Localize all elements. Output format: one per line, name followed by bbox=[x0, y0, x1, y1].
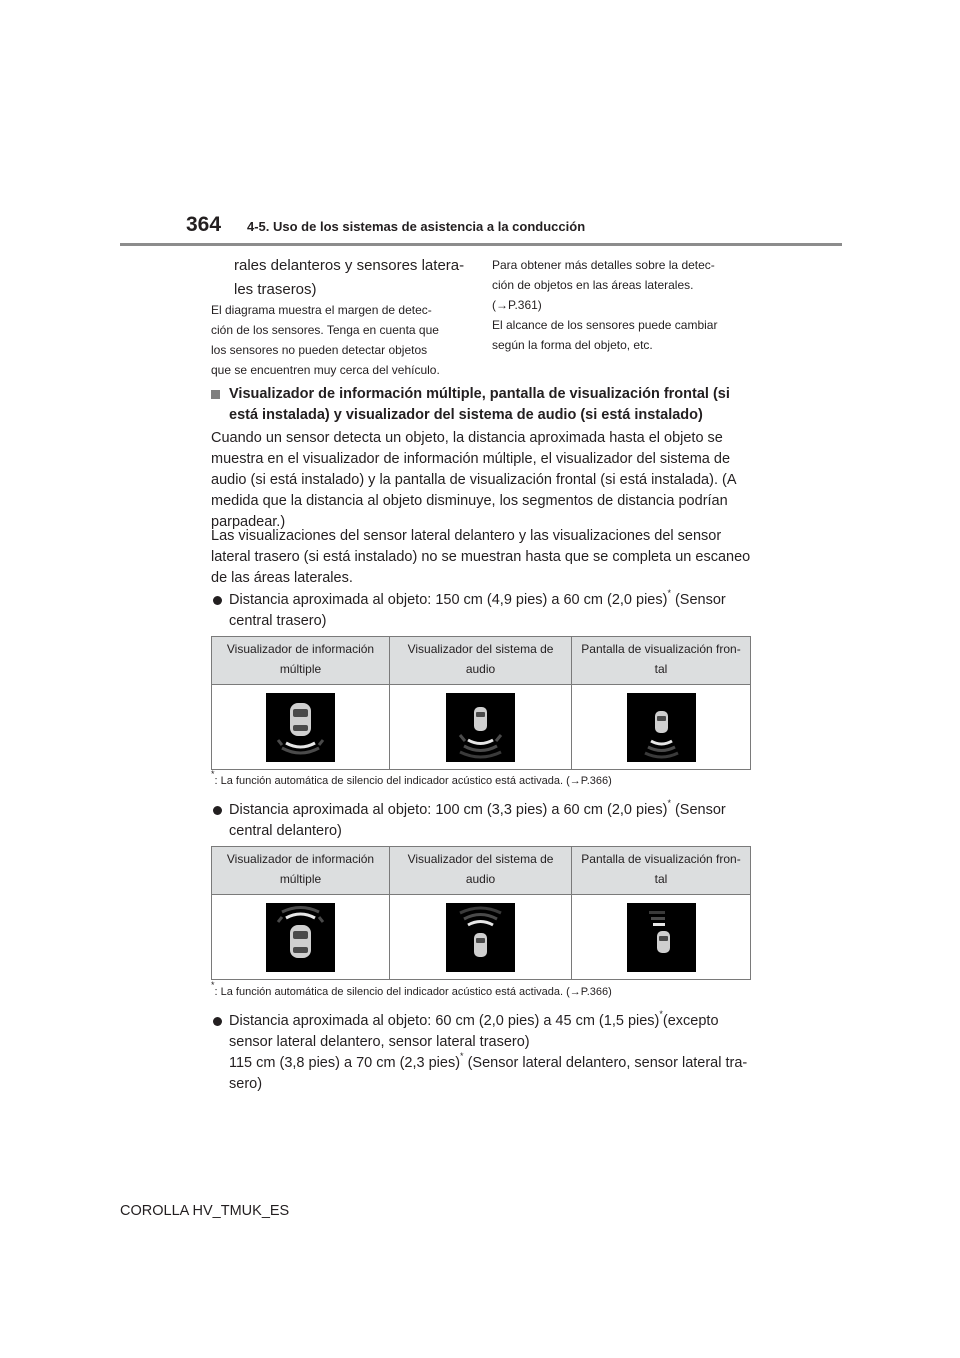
square-bullet-icon bbox=[211, 390, 220, 399]
car-icon bbox=[657, 931, 670, 953]
car-icon bbox=[474, 707, 487, 731]
footnote-text: : La función automática de silencio del indicador acústico está activada. (→P.366) bbox=[214, 986, 612, 998]
page-number: 364 bbox=[186, 213, 222, 236]
round-bullet-icon bbox=[213, 1017, 222, 1026]
display-table-front bbox=[211, 846, 751, 980]
paragraph-1: Cuando un sensor detecta un objeto, la distancia aproximada hasta el objeto se muestra en el visualizador de información múltiple, el visualizador del sistema de audio (si está instalado) y la pantalla de visualización frontal (si está instalada). (A medida que la distancia al objeto disminuye, los segmentos de distancia podrían parpadear.) bbox=[211, 430, 737, 530]
asterisk: * bbox=[211, 769, 215, 780]
paragraph-2: Las visualizaciones del sensor lateral delantero y las visualizaciones del sensor lateral trasero (si está instalado) no se muestran hasta que se completa un escaneo de las áreas laterales. bbox=[211, 528, 751, 586]
hud-rear-display bbox=[627, 693, 696, 762]
bullet-text-cont: (Sensor lateral delantero, sensor lateral tra- sero) bbox=[229, 1055, 748, 1092]
bullet-text: Distancia aproximada al objeto: 150 cm (4,9 pies) a 60 cm (2,0 pies) bbox=[229, 592, 668, 608]
asterisk: * bbox=[667, 798, 671, 809]
bullet-text: Distancia aproximada al objeto: 60 cm (2,0 pies) a 45 cm (1,5 pies) bbox=[229, 1013, 660, 1029]
header-mid: Visualizador de información múltiple bbox=[212, 847, 390, 895]
hud-display-cell bbox=[572, 895, 751, 980]
asterisk: * bbox=[211, 980, 215, 991]
car-icon bbox=[290, 925, 311, 958]
mid-front-display bbox=[266, 903, 335, 972]
bullet-3-continuation bbox=[229, 1053, 756, 1095]
round-bullet-icon bbox=[213, 806, 222, 815]
bullet-text: Distancia aproximada al objeto: 100 cm (3,3 pies) a 60 cm (2,0 pies) bbox=[229, 802, 668, 818]
round-bullet-icon bbox=[213, 596, 222, 605]
bullet-text-cont: (excepto sensor lateral delantero, sensor lateral trasero) bbox=[229, 1013, 719, 1050]
footer-model-code: COROLLA HV_TMUK_ES bbox=[120, 1203, 290, 1219]
header-divider bbox=[120, 243, 842, 246]
table-image-row bbox=[212, 895, 751, 980]
mid-display-cell bbox=[212, 685, 390, 770]
bullet-text-cont: (Sensor central delantero) bbox=[229, 802, 726, 839]
bullet-text-cont: (Sensor central trasero) bbox=[229, 592, 726, 629]
bullet-rear-center-sensor bbox=[211, 590, 756, 632]
left-column-continuation: rales delanteros y sensores latera- les traseros) bbox=[234, 257, 465, 298]
section-title: 4-5. Uso de los sistemas de asistencia a la conducción bbox=[247, 219, 586, 234]
car-icon bbox=[655, 711, 668, 733]
asterisk: * bbox=[659, 1009, 663, 1020]
hud-display-cell bbox=[572, 685, 751, 770]
asterisk: * bbox=[460, 1051, 464, 1062]
footnote-1 bbox=[211, 769, 756, 787]
table-header-row bbox=[212, 847, 751, 895]
section-heading bbox=[211, 384, 756, 426]
audio-display-cell bbox=[390, 895, 572, 980]
bullet-other-sensors bbox=[211, 1011, 756, 1053]
car-icon bbox=[474, 933, 487, 957]
bullet-front-center-sensor bbox=[211, 800, 756, 842]
car-icon bbox=[290, 703, 311, 736]
audio-display-cell bbox=[390, 685, 572, 770]
right-column-note-1: Para obtener más detalles sobre la detec- ción de objetos en las áreas laterales. (→P.361) bbox=[492, 258, 715, 312]
table-image-row bbox=[212, 685, 751, 770]
footnote-2 bbox=[211, 980, 756, 998]
table-header-row bbox=[212, 637, 751, 685]
header-mid: Visualizador de información múltiple bbox=[212, 637, 390, 685]
footnote-text: : La función automática de silencio del indicador acústico está activada. (→P.366) bbox=[214, 775, 612, 787]
hud-front-display bbox=[627, 903, 696, 972]
left-column-note: El diagrama muestra el margen de detec- ción de los sensores. Tenga en cuenta que los sensores no pueden detectar objetos que se encuentren muy cerca del vehículo. bbox=[211, 303, 440, 377]
display-table-rear bbox=[211, 636, 751, 770]
asterisk: * bbox=[667, 588, 671, 599]
bullet-text: 115 cm (3,8 pies) a 70 cm (2,3 pies) bbox=[229, 1055, 461, 1071]
mid-display-cell bbox=[212, 895, 390, 980]
header-hud: Pantalla de visualización fron- tal bbox=[572, 847, 751, 895]
header-hud: Pantalla de visualización fron- tal bbox=[572, 637, 751, 685]
audio-rear-display bbox=[446, 693, 515, 762]
section-heading-text: Visualizador de información múltiple, pantalla de visualización frontal (si está instalada) y visualizador del sistema de audio (si está instalado) bbox=[229, 386, 730, 423]
header-audio: Visualizador del sistema de audio bbox=[390, 847, 572, 895]
audio-front-display bbox=[446, 903, 515, 972]
right-column-note-2: El alcance de los sensores puede cambiar según la forma del objeto, etc. bbox=[492, 318, 718, 352]
mid-rear-display bbox=[266, 693, 335, 762]
header-audio: Visualizador del sistema de audio bbox=[390, 637, 572, 685]
